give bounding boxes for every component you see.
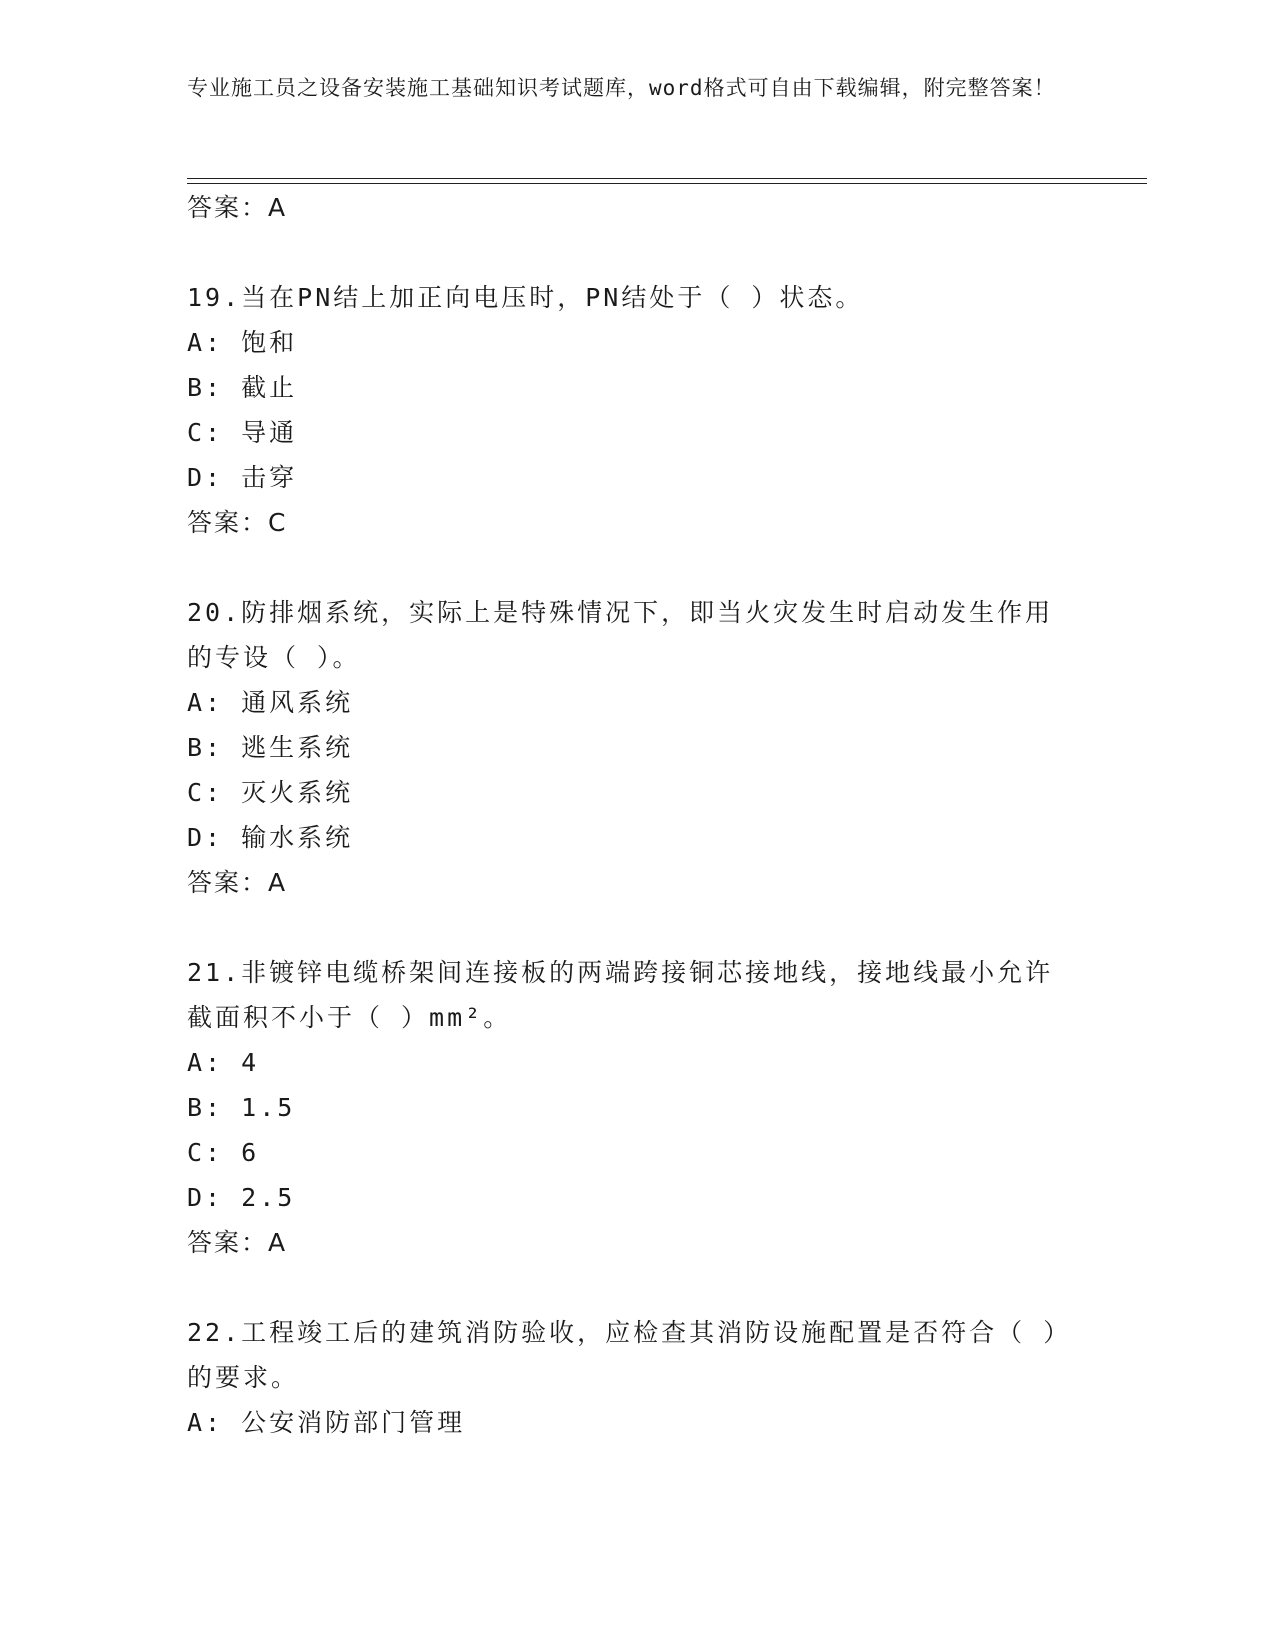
option-d: D: 击穿 xyxy=(187,463,298,492)
question-22 xyxy=(187,1310,1067,1445)
header-divider-bottom xyxy=(187,183,1147,184)
option-c: C: 导通 xyxy=(187,418,298,447)
option-c: C: 灭火系统 xyxy=(187,778,354,807)
option-c: C: 6 xyxy=(187,1138,260,1167)
document-header: 专业施工员之设备安装施工基础知识考试题库，word格式可自由下载编辑，附完整答案！ xyxy=(187,76,1056,100)
question-21 xyxy=(187,950,1067,1265)
question-text: 19.当在PN结上加正向电压时，PN结处于（ ）状态。 xyxy=(187,283,864,312)
question-list xyxy=(187,185,1067,1445)
question-19 xyxy=(187,275,1067,545)
option-a: A: 4 xyxy=(187,1048,260,1077)
answer-line: 答案：C xyxy=(187,508,288,537)
answer-line: 答案：A xyxy=(187,1228,288,1257)
answer-line: 答案：A xyxy=(187,193,288,222)
question-text: 20.防排烟系统，实际上是特殊情况下，即当火灾发生时启动发生作用的专设（ ）。 xyxy=(187,598,1054,672)
answer-line: 答案：A xyxy=(187,868,288,897)
option-b: B: 逃生系统 xyxy=(187,733,354,762)
header-divider-top xyxy=(187,178,1147,179)
option-a: A: 通风系统 xyxy=(187,688,354,717)
question-text: 22.工程竣工后的建筑消防验收，应检查其消防设施配置是否符合（ ）的要求。 xyxy=(187,1318,1059,1392)
option-d: D: 输水系统 xyxy=(187,823,354,852)
question-text: 21.非镀锌电缆桥架间连接板的两端跨接铜芯接地线，接地线最小允许截面积不小于（ ）mm²。 xyxy=(187,958,1054,1032)
option-d: D: 2.5 xyxy=(187,1183,296,1212)
option-b: B: 截止 xyxy=(187,373,298,402)
question-20 xyxy=(187,590,1067,905)
option-b: B: 1.5 xyxy=(187,1093,296,1122)
option-a: A: 饱和 xyxy=(187,328,298,357)
option-a: A: 公安消防部门管理 xyxy=(187,1408,466,1437)
